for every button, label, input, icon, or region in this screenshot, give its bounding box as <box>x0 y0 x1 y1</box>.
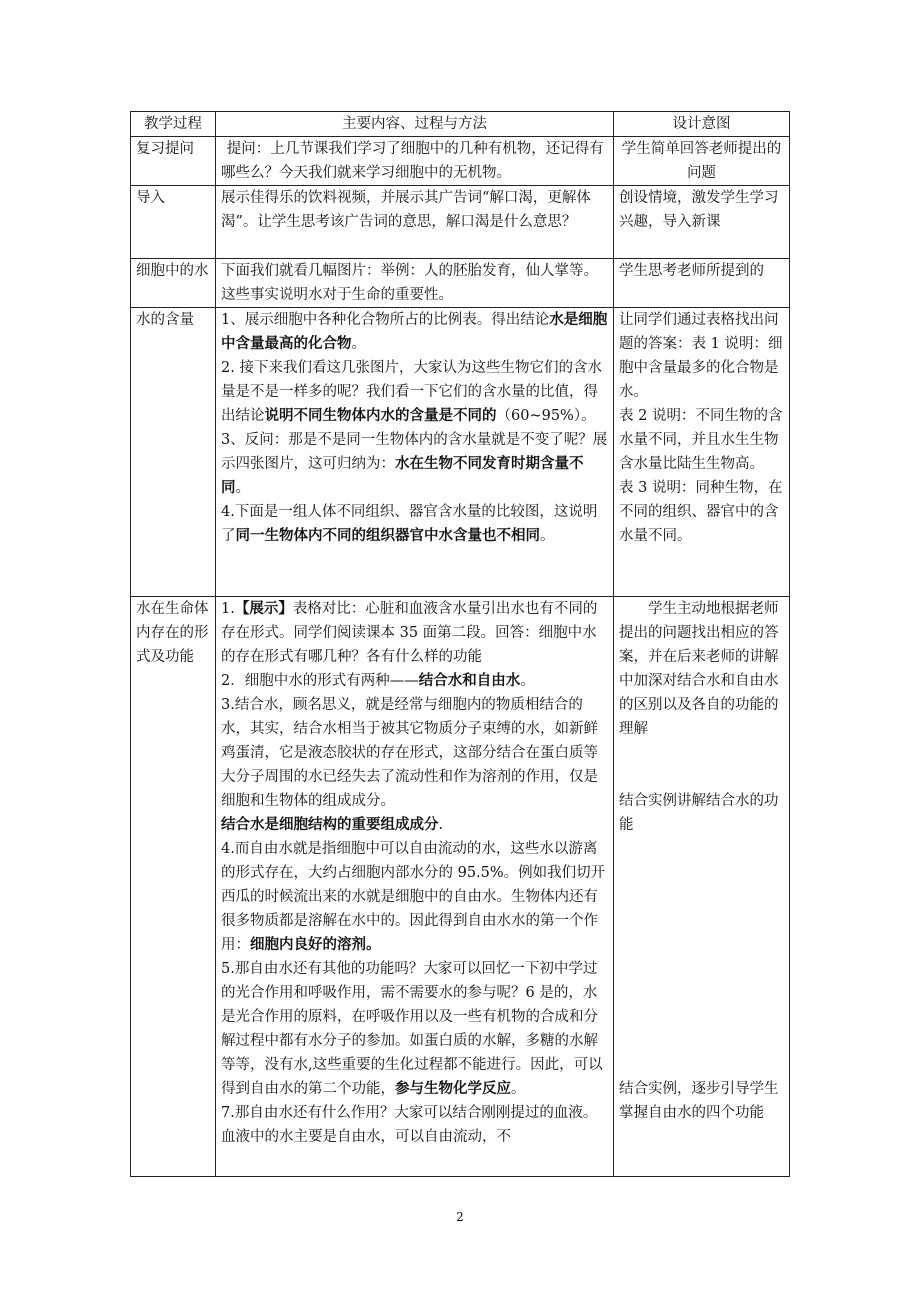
content-paragraph <box>221 597 608 669</box>
content-paragraph <box>221 1101 608 1149</box>
intent-paragraph: 表 2 说明：不同生物的含水量不同，并且水生生物含水量比陆生生物高。 <box>619 408 783 472</box>
intent-cell <box>614 308 790 597</box>
body-text: 4.下面是一组人体不同组织、器官含水量的比较图，这说明了 <box>221 504 598 544</box>
content-paragraph <box>221 837 608 957</box>
emphasis-text: 说明不同生物体内水的含量是不同的 <box>264 407 497 424</box>
intent-paragraph: 结合实例讲解结合水的功能 <box>619 793 779 833</box>
emphasis-text: 参与生物化学反应 <box>395 1080 511 1097</box>
body-text: . <box>438 817 444 833</box>
body-text: 。 <box>351 336 366 352</box>
body-text: 展示佳得乐的饮料视频，并展示其广告词“解口渴，更解体渴”。让学生思考该广告词的意思，解口渴是什么意思？ <box>221 190 591 230</box>
intent-paragraph: 学生主动地根据老师提出的问题找出相应的答案，并在后来老师的讲解中加深对结合水和自由水的区别以及各自的功能的理解 <box>619 601 779 737</box>
content-cell <box>216 137 614 186</box>
intent-paragraph: 表 3 说明：同种生物，在不同的组织、器官中的含水量不同。 <box>619 480 783 544</box>
emphasis-text: 水在生物不同发育时期含量不同 <box>221 455 584 496</box>
emphasis-text: 结合水是细胞结构的重要组成成分 <box>221 816 439 833</box>
content-paragraph <box>221 500 608 548</box>
content-paragraph <box>221 308 608 356</box>
content-cell <box>216 597 614 1177</box>
body-text: 3、反问：那是不是同一生物体内的含水量就是不变了呢？展示四张图片，这可归纳为： <box>221 432 608 472</box>
content-paragraph <box>221 259 608 307</box>
page-number: 2 <box>456 1210 464 1224</box>
table-row <box>131 137 790 186</box>
lesson-table <box>130 111 790 1177</box>
intent-paragraph: 学生思考老师所提到的 <box>619 263 764 279</box>
body-text: 。 <box>540 528 555 544</box>
header-content: 主要内容、过程与方法 <box>216 112 614 137</box>
body-text: 。 <box>520 673 535 689</box>
content-paragraph <box>221 669 608 693</box>
emphasis-text: 同一生物体内不同的组织器官中水含量也不相同 <box>235 527 540 544</box>
emphasis-text: 结合水和自由水 <box>418 672 521 689</box>
stage-cell: 导入 <box>131 186 216 259</box>
emphasis-text: 细胞内良好的溶剂。 <box>250 936 381 953</box>
stage-cell: 复习提问 <box>131 137 216 186</box>
stage-cell: 水的含量 <box>131 308 216 597</box>
intent-cell <box>614 597 790 1177</box>
stage-cell: 水在生命体内存在的形式及功能 <box>131 597 216 1177</box>
content-cell <box>216 186 614 259</box>
emphasis-text: 【展示】 <box>234 600 293 617</box>
body-text: 5.那自由水还有其他的功能吗？大家可以回忆一下初中学过的光合作用和呼吸作用，需不需要水的参与呢？6 是的，水是光合作用的原料，在呼吸作用以及一些有机物的合成和分解过程中都有水分子的参加。如蛋白质的水解，多糖的水解等等，没有水,这些重要的生化过程都不能进行。因此，可以得到自由水的第二个功能， <box>221 961 603 1097</box>
content-cell <box>216 259 614 308</box>
stage-cell: 细胞中的水 <box>131 259 216 308</box>
intent-paragraph: 创设情境，激发学生学习兴趣，导入新课 <box>619 190 779 230</box>
content-paragraph <box>221 137 608 185</box>
content-paragraph <box>221 428 608 500</box>
body-text: （60~95%）。 <box>496 408 596 424</box>
intent-paragraph: 学生简单回答老师提出的问题 <box>621 141 782 181</box>
content-paragraph <box>221 356 608 428</box>
intent-paragraph: 让同学们通过表格找出问题的答案：表 1 说明：细胞中含量最多的化合物是水。 <box>619 312 783 400</box>
body-text: 1. <box>221 601 235 617</box>
header-intent: 设计意图 <box>614 112 790 137</box>
intent-cell <box>614 137 790 186</box>
body-text: 4.而自由水就是指细胞中可以自由流动的水，这些水以游离的形式存在，大约占细胞内部水分的 95.5%。例如我们切开西瓜的时候流出来的水就是细胞中的自由水。生物体内还有很多物质都是溶解在水中的。因此得到自由水水的第一个作用： <box>221 841 606 953</box>
body-text: 。 <box>511 1081 526 1097</box>
content-paragraph <box>221 957 608 1101</box>
body-text: 2. 接下来我们看这几张图片，大家认为这些生物它们的含水量是不是一样多的呢？我们看一下它们的含水量的比值，得出结论 <box>221 360 602 424</box>
content-paragraph <box>221 186 608 234</box>
table-row <box>131 308 790 597</box>
body-text: 提问：上几节课我们学习了细胞中的几种有机物，还记得有哪些么？今天我们就来学习细胞中的无机物。 <box>221 141 604 181</box>
body-text: 。 <box>235 480 250 496</box>
emphasis-text: 水是细胞中含量最高的化合物 <box>221 311 608 352</box>
intent-cell <box>614 259 790 308</box>
content-paragraph <box>221 693 608 813</box>
body-text: 表格对比：心脏和血液含水量引出水也有不同的存在形式。同学们阅读课本 35 面第二段。回答：细胞中水的存在形式有哪几种？各有什么样的功能 <box>221 601 598 665</box>
header-stage: 教学过程 <box>131 112 216 137</box>
table-row <box>131 186 790 259</box>
body-text: 2．细胞中水的形式有两种—— <box>221 673 419 689</box>
table-header-row <box>131 112 790 137</box>
intent-paragraph: 结合实例，逐步引导学生掌握自由水的四个功能 <box>619 1081 779 1121</box>
body-text: 7.那自由水还有什么作用？大家可以结合刚刚提过的血液。血液中的水主要是自由水，可以自由流动，不 <box>221 1105 598 1145</box>
content-paragraph <box>221 813 608 837</box>
body-text: 下面我们就看几幅图片：举例：人的胚胎发育，仙人掌等。这些事实说明水对于生命的重要性。 <box>221 263 598 303</box>
body-text: 1、展示细胞中各种化合物所占的比例表。得出结论 <box>221 312 550 328</box>
content-cell <box>216 308 614 597</box>
table-row <box>131 259 790 308</box>
intent-cell <box>614 186 790 259</box>
table-row <box>131 597 790 1177</box>
body-text: 3.结合水，顾名思义，就是经常与细胞内的物质相结合的水，其实，结合水相当于被其它物质分子束缚的水，如新鲜鸡蛋清，它是液态胶状的存在形式，这部分结合在蛋白质等大分子周围的水已经失去了流动性和作为溶剂的作用，仅是细胞和生物体的组成成分。 <box>221 697 598 809</box>
